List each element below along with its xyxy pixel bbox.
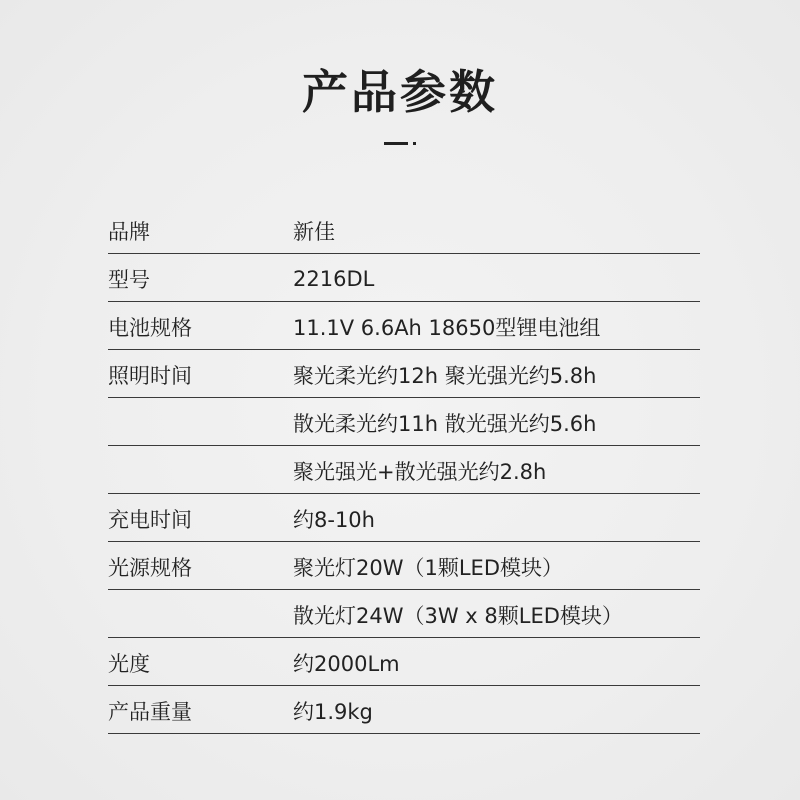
spec-value: 约8-10h	[293, 508, 375, 532]
title-underline-dot	[413, 142, 416, 145]
spec-row	[108, 494, 700, 542]
spec-value: 散光柔光约11h 散光强光约5.6h	[293, 412, 597, 436]
spec-value: 聚光强光+散光强光约2.8h	[293, 460, 547, 484]
spec-row	[108, 446, 700, 494]
spec-row	[108, 398, 700, 446]
spec-value: 聚光灯20W（1颗LED模块）	[293, 556, 563, 580]
page-title: 产品参数	[302, 65, 498, 119]
spec-row	[108, 542, 700, 590]
spec-value: 11.1V 6.6Ah 18650型锂电池组	[293, 316, 601, 340]
title-underline-bar	[384, 142, 408, 145]
spec-row	[108, 254, 700, 302]
spec-table	[108, 206, 700, 734]
spec-label: 产品重量	[108, 700, 192, 724]
spec-row	[108, 686, 700, 734]
spec-value: 新佳	[293, 220, 335, 244]
spec-label: 电池规格	[108, 316, 192, 340]
spec-value: 2216DL	[293, 267, 375, 291]
spec-label: 光源规格	[108, 556, 192, 580]
spec-row	[108, 350, 700, 398]
spec-value: 约1.9kg	[293, 700, 373, 724]
spec-value: 聚光柔光约12h 聚光强光约5.8h	[293, 364, 597, 388]
spec-label: 光度	[108, 652, 150, 676]
spec-row	[108, 206, 700, 254]
spec-label: 品牌	[108, 220, 150, 244]
spec-row	[108, 302, 700, 350]
spec-row	[108, 590, 700, 638]
spec-row	[108, 638, 700, 686]
spec-label: 充电时间	[108, 508, 192, 532]
spec-value: 散光灯24W（3W x 8颗LED模块）	[293, 604, 623, 628]
spec-label: 照明时间	[108, 364, 192, 388]
spec-value: 约2000Lm	[293, 652, 400, 676]
spec-label: 型号	[108, 268, 150, 292]
